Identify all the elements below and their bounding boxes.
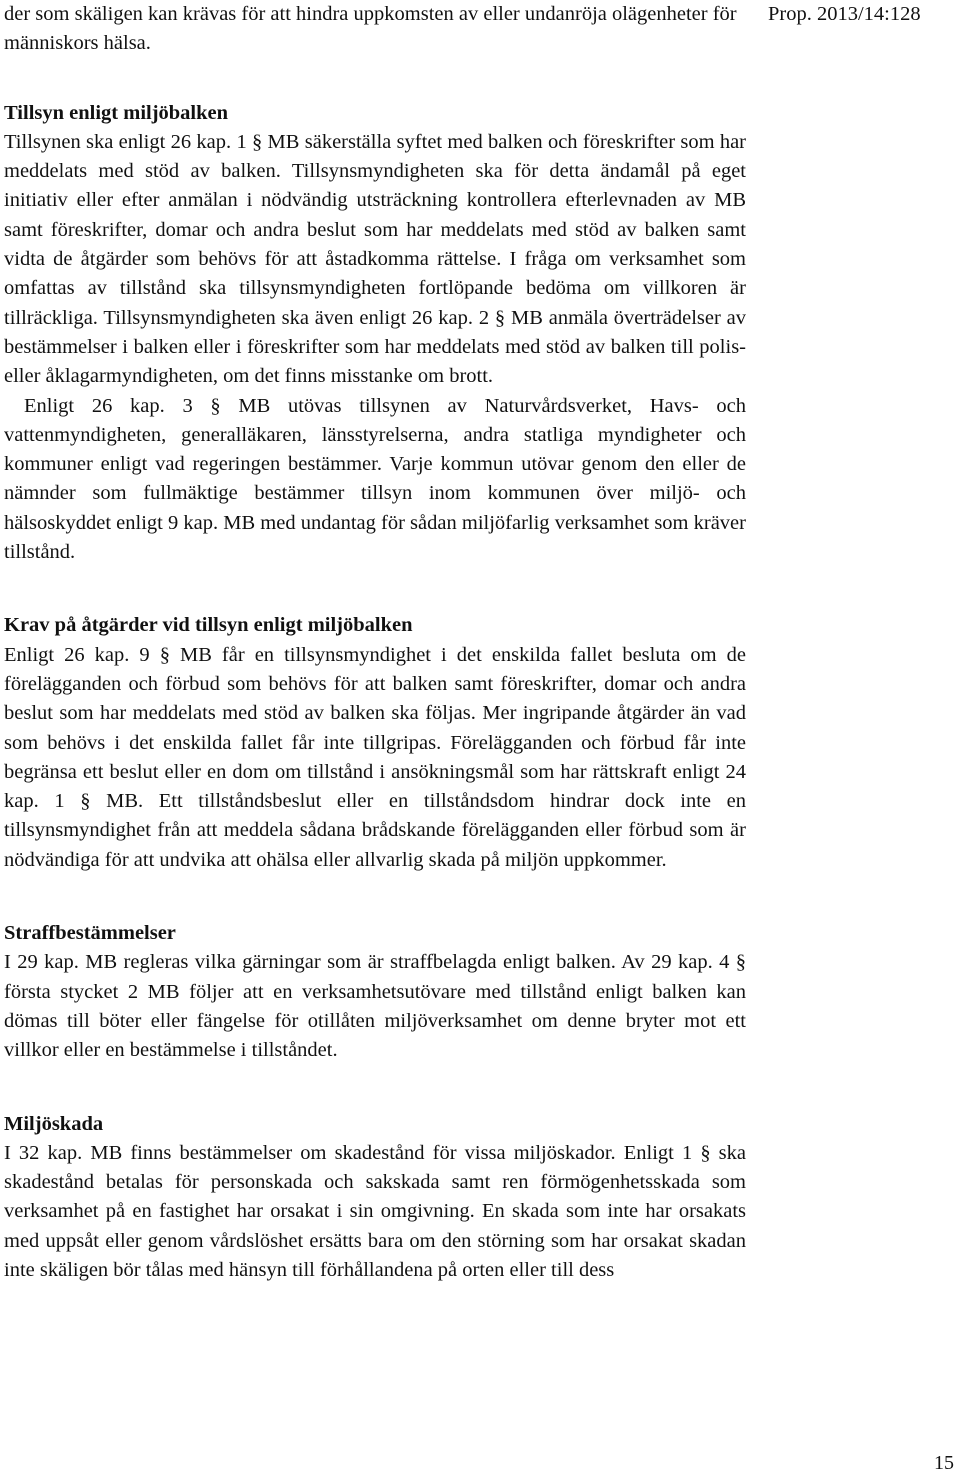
spacer xyxy=(4,875,746,919)
section-heading-straff: Straffbestämmelser xyxy=(4,922,176,945)
section-heading-tillsyn: Tillsyn enligt miljöbalken xyxy=(4,101,229,124)
paragraph-krav-1: Enligt 26 kap. 9 § MB får en tillsynsmyndighet i det enskilda fallet besluta om de förelägganden och förbud som behövs för att balken samt föreskrifter, domar och andra beslut som har meddelats med stöd av balken ska följas. Mer ingripande åtgärder än vad som behövs i det enskilda fallet får inte tillgripas. Förelägganden och förbud får inte begränsa ett beslut eller en dom om tillstånd i ansökningsmål som har rättskraft enligt 24 kap. 1 § MB. Ett tillståndsbeslut eller en tillståndsdom hindrar dock inte en tillsynsmyndighet från att meddela sådana brådskande förelägganden eller förbud som är nödvändiga för att undvika att ohälsa eller allvarlig skada på miljön uppkommer. xyxy=(4,643,746,871)
section-heading-miljoskada: Miljöskada xyxy=(4,1112,104,1135)
proposition-reference: Prop. 2013/14:128 xyxy=(768,3,921,25)
spacer xyxy=(4,1066,746,1110)
intro-paragraph: der som skäligen kan krävas för att hindra uppkomsten av eller undanröja olägenheter för människors hälsa. xyxy=(4,3,737,55)
paragraph-straff-1: I 29 kap. MB regleras vilka gärningar som är straffbelagda enligt balken. Av 29 kap. 4 § första stycket 2 MB följer att en verksamhetsutövare med tillstånd enligt balken kan dömas till böter eller fängelse för otillåten miljöverksamhet om denne bryter mot ett villkor eller en bestämmelse i tillståndet. xyxy=(4,951,746,1062)
document-body xyxy=(4,0,746,1285)
paragraph-miljoskada-1: I 32 kap. MB finns bestämmelser om skadestånd för vissa miljöskador. Enligt 1 § ska skadestånd betalas för personskada och sakskada samt ren förmögenhetsskada som verksamhet på en fastighet har orsakat i sin omgivning. En skada som inte har orsakats med uppsåt eller genom vårdslöshet ersätts bara om den störning som har orsakat skadan inte skäligen bör tålas med hänsyn till förhållandena på orten eller till dess xyxy=(4,1141,746,1281)
spacer xyxy=(4,567,746,611)
page-number: 15 xyxy=(934,1452,954,1474)
spacer xyxy=(4,59,746,99)
paragraph-tillsyn-1: Tillsynen ska enligt 26 kap. 1 § MB säkerställa syftet med balken och föreskrifter som har meddelats med stöd av balken. Tillsynsmyndigheten ska för detta ändamål på eget initiativ eller efter anmälan i nödvändig utsträckning kontrollera efterlevnaden av MB samt föreskrifter, domar och andra beslut som har meddelats med stöd av balken samt vidta de åtgärder som behövs för att åstadkomma rättelse. I fråga om verksamhet som omfattas av tillstånd ska tillsynsmyndigheten fortlöpande bedöma om villkoren är tillräckliga. Tillsynsmyndigheten ska även enligt 26 kap. 2 § MB anmäla överträdelser av bestämmelser i balken eller i föreskrifter som har meddelats med stöd av balken till polis- eller åklagarmyndigheten, om det finns misstanke om brott. xyxy=(4,130,746,388)
paragraph-tillsyn-2: Enligt 26 kap. 3 § MB utövas tillsynen av Naturvårdsverket, Havs- och vattenmyndigheten, generalläkaren, länsstyrelserna, andra statliga myndigheter och kommuner enligt vad regeringen bestämmer. Varje kommun utövar genom den eller de nämnder som fullmäktige bestämmer tillsyn inom kommunen över miljö- och hälsoskyddet enligt 9 kap. MB med undantag för sådan miljöfarlig verksamhet som kräver tillstånd. xyxy=(4,394,746,564)
section-heading-krav: Krav på åtgärder vid tillsyn enligt miljöbalken xyxy=(4,614,413,637)
